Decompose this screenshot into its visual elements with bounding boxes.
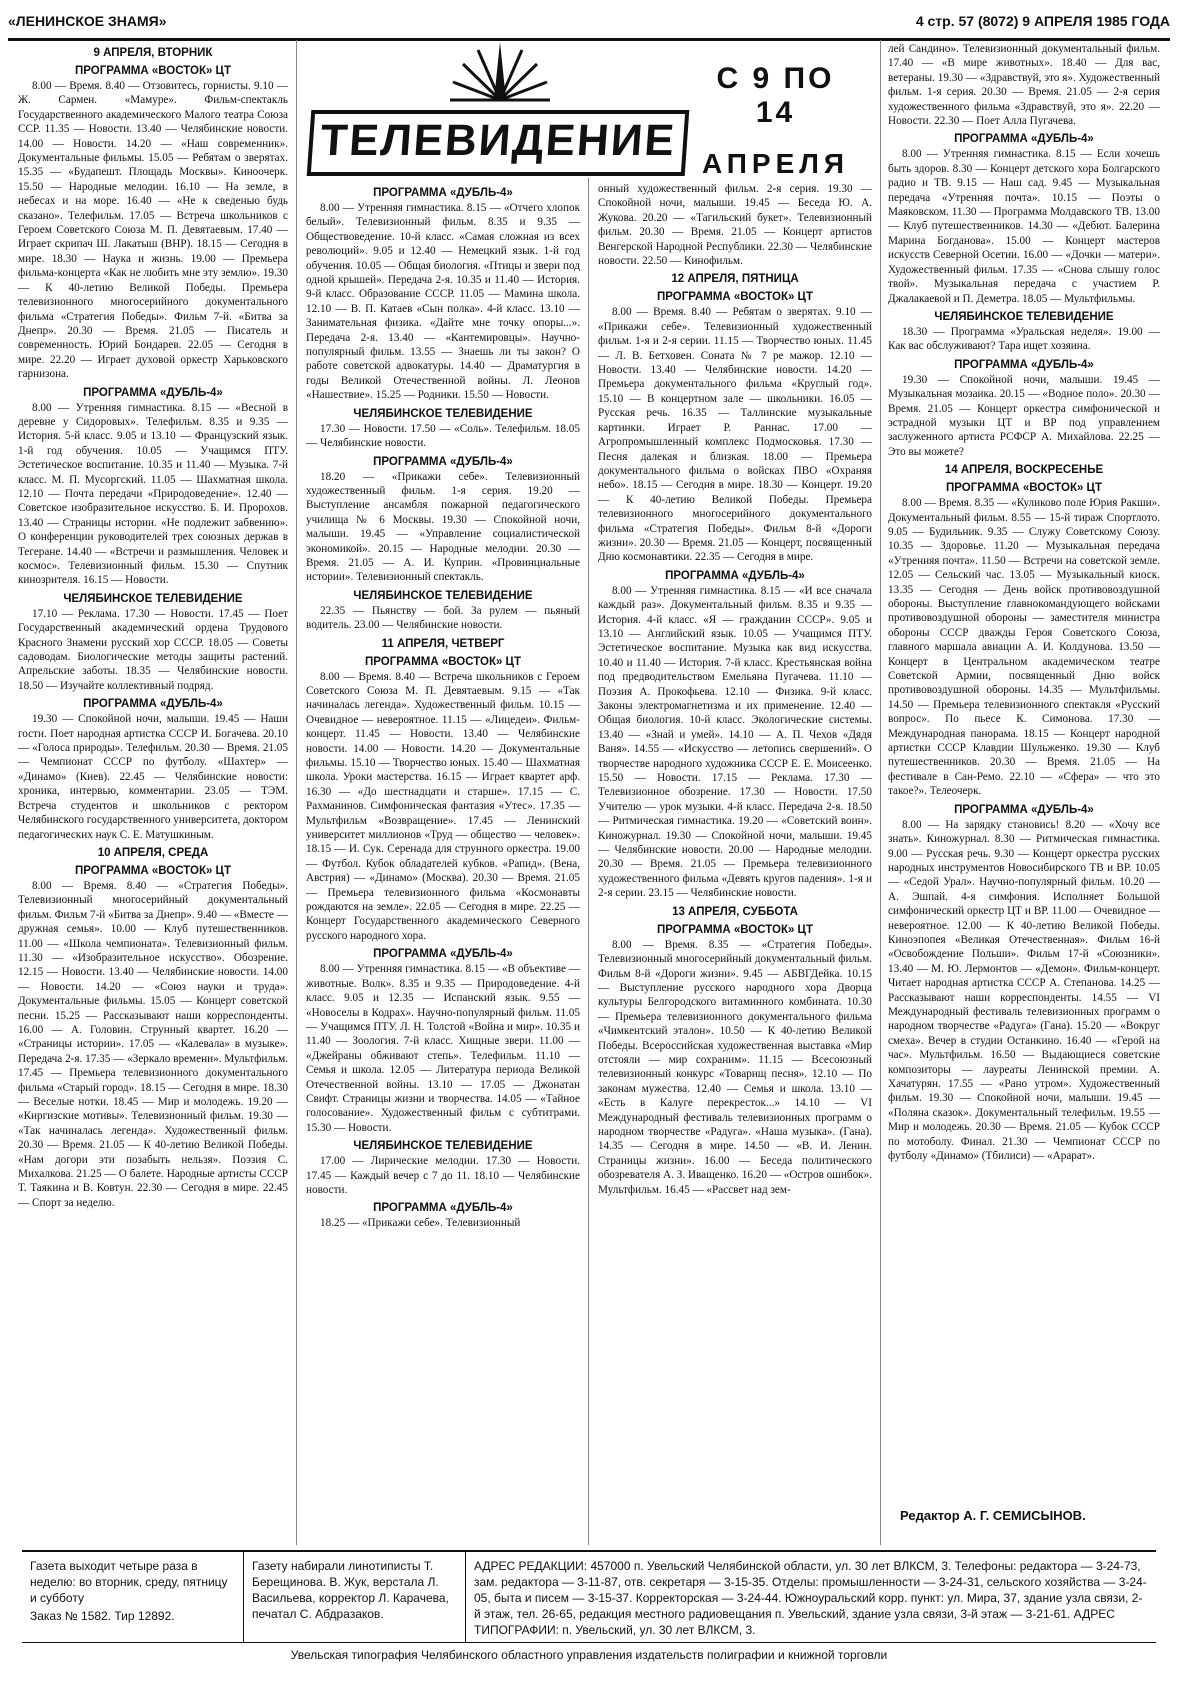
program-listing: 18.25 — «Прикажи себе». Телевизионный [320,1217,521,1230]
program-listing: 8.00 — Время. 8.35 — «Куликово поле Юрия Ракши». Документальный фильм. 8.55 — 15-й тираж Спортлото. 9.05 — Будильник. 9.35 — Служу Советскому Союзу. 10.35 — Здоровье. 11.20 — Музыкальная передача «Утренняя почта». 11.50 — Встречи на советской земле. 12.05 — Сельский час. 13.05 — Музыкальный киоск. 13.35 — Сегодня — День войск противовоздушной обороны. Выступление главнокомандующего войсками противовоздушной обороны — заместителя министра обороны СССР дважды Героя Советского Союза, главного маршала авиации А. И. Колдунова. 13.50 — Концерт в Центральном академическом театре Советской Армии, посвященный Дню войск противовоздушной обороны. 14.35 — Мультфильмы. 14.50 — Премьера телевизионного спектакля «Русский вопрос». По пьесе К. Симонова. 17.30 — Международная панорама. 18.15 — Концерт народной артистки СССР Клавдии Шульженко. 19.30 — Клуб путешественников. 20.30 — Время. 21.05 — На фестивале в Сан-Ремо. 22.10 — «Сфера» — что это такое?». Телеочерк. [888,497,1160,798]
order-number: Заказ № 1582. Тир 12892. [30,1609,175,1623]
newspaper-name: «ЛЕНИНСКОЕ ЗНАМЯ» [8,13,167,29]
column-divider [296,40,297,1545]
publication-schedule [22,1552,244,1642]
program-heading: ПРОГРАММА «ДУБЛЬ-4» [83,698,223,711]
column-3 [598,182,872,1197]
program-listing: 8.00 — Утренняя гимнастика. 8.15 — Если хочешь быть здоров. 8.30 — Концерт детского хора Болгарского радио и ТВ. 9.15 — Наш сад. 9.45 — Музыкальная передача «Утренняя почта». 10.15 — Поэты о Маяковском. 11.30 — Программа Молдавского ТВ. 13.00 — Клуб путешественников. 14.30 — «Дебют. Балерина Марина Богданова». 15.00 — Концерт мастеров искусств Северной Осетии. 16.00 — «Дочки — матери». Художественный фильм. 17.35 — «Снова слышу голос твой». Музыкальная передача с участием Р. Джалакаевой и П. Деметра. 18.05 — Мультфильмы. [888,148,1160,305]
program-heading: ПРОГРАММА «ВОСТОК» ЦТ [75,864,231,877]
program-heading: ЧЕЛЯБИНСКОЕ ТЕЛЕВИДЕНИЕ [353,407,533,420]
typesetters-credits: Газету набирали линотиписты Т. Берещинова. В. Жук, верстала Л. Васильева, корректор Л. Карачева, печатал С. Абдразаков. [244,1552,466,1642]
program-heading: ПРОГРАММА «ДУБЛЬ-4» [373,187,513,199]
program-heading: ПРОГРАММА «ДУБЛЬ-4» [954,803,1094,816]
program-heading: ПРОГРАММА «ВОСТОК» ЦТ [946,482,1102,495]
program-listing: 8.00 — Время. 8.35 — «Стратегия Победы». Телевизионный многосерийный документальный фильм. Фильм 8-й «Дороги жизни». 9.45 — АБВГДейка. 10.15 — Выступление русского народного хора Дворца культуры Белгородского витаминного комбината. 10.30 — Премьера телевизионного документального фильма «Чимкентский эталон». 10.50 — К 40-летию Великой Победы. Всероссийская художественная выставка «Мир отстояли — мир сохраним». 11.15 — Всесоюзный телевизионный конкурс «Товарищ песня». 12.10 — По законам мужества. 12.40 — Семья и школа. 13.10 — «Есть в Калуге перекресток...» 14.10 — VI Международный фестиваль телевизионных программ о народном творчестве «Радуга». «Наша музыка». (Гана). 14.35 — Сегодня в мире. 14.50 — «В. И. Ленин. Страницы жизни». 16.00 — Беседа политического обозревателя А. З. Иващенко. 16.20 — «Остров ошибок». Мультфильм. 16.45 — «Рассвет над зем- [598,938,872,1196]
schedule-text: Газета выходит четыре раза в неделю: во вторник, среду, пятницу и субботу [30,1559,228,1605]
program-heading: ПРОГРАММА «ВОСТОК» ЦТ [657,291,813,304]
program-heading: ПРОГРАММА «ДУБЛЬ-4» [954,358,1094,371]
program-heading: ЧЕЛЯБИНСКОЕ ТЕЛЕВИДЕНИЕ [934,310,1114,323]
program-listing: 8.00 — Время. 8.40 — Ребятам о зверятах. 9.10 — «Прикажи себе». Телевизионный художественный фильм. 1-я и 2-я серии. 11.15 — Творчество юных. 11.45 — Л. В. Бетховен. Соната № 7 ре мажор. 12.10 — Новости. 13.40 — Челябинские новости. 14.20 — Премьера документального фильма «Круглый год». 15.10 — В концертном зале — школьники. 16.05 — Русская речь. 16.35 — Таллинские музыкальные картинки. Играет Р. Раннас. 17.00 — Агропромышленный комплекс Подмосковья. 17.30 — Песня далекая и близкая. 18.00 — Премьера документального фильма о войсках ПВО «Охраняя небо». 18.15 — Сегодня в мире. 18.30 — Концерт. 19.20 — К 40-летию Великой Победы. Премьера телевизионного многосерийного документального фильма «Стратегия Победы». Фильм 8-й «Дороги жизни». 20.30 — Время. 21.05 — Концерт, посвященный Дню космонавтики. 22.35 — Сегодня в мире. [598,306,872,564]
column-divider [880,40,881,1545]
tv-title: ТЕЛЕВИДЕНИЕ [307,110,690,176]
column-4 [888,42,1160,1163]
date-range [693,62,858,180]
day-heading: 12 АПРЕЛЯ, ПЯТНИЦА [671,273,799,286]
date-range-days: С 9 ПО 14 [716,62,835,129]
program-heading: ПРОГРАММА «ДУБЛЬ-4» [373,1202,513,1215]
program-listing: 19.30 — Спокойной ночи, малыши. 19.45 — Музыкальная мозаика. 20.15 — «Водное поло». 20.30 — Время. 21.05 — Концерт оркестра симфонической и эстрадной музыки ЦТ и ВР под управлением заслуженного артиста РСФСР А. Михайлова. 22.25 — Это вы можете? [888,373,1160,458]
program-heading: ПРОГРАММА «ВОСТОК» ЦТ [657,923,813,936]
day-heading: 13 АПРЕЛЯ, СУББОТА [672,905,798,918]
printer-imprint: Увельская типография Челябинского областного управления издательств полиграфии и книжной торговли [290,1648,888,1662]
program-heading: ПРОГРАММА «ДУБЛЬ-4» [373,948,513,961]
program-listing: 18.30 — Программа «Уральская неделя». 19.00 — Как вас обслуживают? Тара ищет хозяина. [888,325,1160,353]
program-heading: ПРОГРАММА «ДУБЛЬ-4» [83,386,223,399]
program-heading: ПРОГРАММА «ДУБЛЬ-4» [665,569,805,582]
editorial-address: АДРЕС РЕДАКЦИИ: 457000 п. Увельский Челябинской области, ул. 30 лет ВЛКСМ, 3. Телефоны: редактора — 3-24-73, зам. редактора — 3-11-87, отв. секретаря — 3-15-35. Отделы: промышленности — 3-24-31, сельского хозяйства — 3-24-05, быта и писем — 3-15-37. Корректорская — 3-24-44. Южноуральский корр. пункт: ул. Мира, 37, здание узла связи, 2-й этаж, тел. 26-65, редакция местного радиовещания п. Увельский, здание узла связи, 3-й этаж — 3-21-61. АДРЕС ТИПОГРАФИИ: п. Увельский, ул. 30 лет ВЛКСМ, 3. [474,1559,1147,1637]
program-listing: 18.20 — «Прикажи себе». Телевизионный художественный фильм. 1-я серия. 19.20 — Выступление ансамбля пожарной педагогического училища № 6 Москвы. 19.30 — Спокойной ночи, малыши. 19.45 — «Управление социалистической экономикой». 20.15 — Народные мелодии. 20.30 — Время. 21.05 — А. И. Куприн. «Провинциальные истории». Телевизионный спектакль. [306,470,580,584]
program-heading: ЧЕЛЯБИНСКОЕ ТЕЛЕВИДЕНИЕ [353,589,533,602]
program-listing: онный художественный фильм. 2-я серия. 19.30 — Спокойной ночи, малыши. 19.45 — Беседа Ю. А. Жукова. 20.20 — «Тагильский букет». Телевизионный фильм. 20.30 — Время. 21.05 — Концерт артистов Венгерской Народной Республики. 22.30 — Челябинские новости. 22.50 — Кинофильм. [598,183,872,268]
tv-masthead [305,40,860,179]
program-listing: 19.30 — Спокойной ночи, малыши. 19.45 — Наши гости. Поет народная артистка СССР И. Богачева. 20.10 — «Голоса природы». Телефильм. 20.30 — Время. 21.05 — Чемпионат СССР по футболу. «Шахтер» — «Динамо» (Киев). 22.45 — Челябинские новости: хроника, интервью, комментарии. 23.05 — ТЭМ. Встреча студентов и школьников с ректором Челябинского государственного университета, доктором педагогических наук С. Е. Матушкиным. [18,713,288,841]
day-heading: 11 АПРЕЛЯ, ЧЕТВЕРГ [381,637,505,650]
program-listing: 8.00 — Время. 8.40 — Отзовитесь, горнисты. 9.10 — Ж. Сармен. «Мамуре». Фильм-спектакль Государственного академического Малого театра Союза ССР. 11.35 — Новости. 13.40 — Челябинские новости. 14.00 — Новости. 14.20 — «Наш современник». Документальные фильмы. 15.05 — Ребятам о зверятах. 15.35 — «Будапешт. Площадь Москвы». Киноочерк. 15.50 — Народные мелодии. 16.10 — На земле, в небесах и на море. 16.40 — «Не к сведенью будь сказано». Телефильм. 17.05 — Встреча школьников с Героем Советского Союза М. П. Девятаевым. 17.40 — Играет скрипач Ш. Лакатыш (ВНР). 18.15 — Сегодня в мире. 18.30 — Наука и жизнь. 19.00 — Премьера фильма-концерта «Как не любить мне эту землю». 19.30 — К 40-летию Великой Победы. Премьера телевизионного многосерийного документального фильма «Стратегия Победы». Фильм 7-й. «Битва за Днепр». 20.30 — Время. 21.05 — Писатель и современность. Юрий Бондарев. 22.05 — Сегодня в мире. 22.20 — Играет духовой оркестр Харьковского гарнизона. [18,80,288,381]
issue-info: 4 стр. 57 (8072) 9 АПРЕЛЯ 1985 ГОДА [915,13,1170,29]
imprint-footer [22,1550,1156,1643]
program-listing: 8.00 — Утренняя гимнастика. 8.15 — «Весной в деревне у Сидоровых». Телефильм. 8.35 и 9.35 — История. 5-й класс. 9.05 и 13.10 — Французский язык. 1-й год обучения. 10.05 — Учащимся ПТУ. Эстетическое воспитание. 10.35 и 11.40 — Музыка. 7-й класс. М. П. Мусоргский. 11.05 — Шахматная школа. 12.10 — Почта передачи «Природоведение». 12.40 — Советское изобразительное искусство. Б. И. Пророхов. 13.40 — Страницы истории. «Не подлежит забвению». О конференции руководителей трех союзных держав в Тегеране. 14.40 — «Встречи и размышления. Человек и космос». Телевизионный фильм. 15.30 — Спутник кинозрителя. 16.15 — Новости. [18,401,288,587]
tower-sunburst-icon [445,40,555,106]
program-listing: 8.00 — Утренняя гимнастика. 8.15 — «В объективе — животные. Волк». 8.35 и 9.35 — Природоведение. 4-й класс. 9.05 и 12.35 — Испанский язык. 9.55 — «Новоселы в Кодрах». Научно-популярный фильм. 11.05 — Учащимся ПТУ. Л. Н. Толстой «Война и мир». 10.35 и 11.40 — Зоология. 7-й класс. Хищные звери. 11.00 — «Джейраны обживают степь». Телефильм. 11.10 — Семья и школа. 12.05 — Литература периода Великой Отечественной войны. 13.10 — 17.05 — Джонатан Свифт. Страницы жизни и творчества. 14.05 — «Тайное голосование». Художественный фильм с субтитрами. 15.30 — Новости. [306,963,580,1134]
editor-signature: Редактор А. Г. СЕМИСЫНОВ. [900,1508,1086,1523]
program-heading: ПРОГРАММА «ВОСТОК» ЦТ [365,655,521,668]
day-heading: 10 АПРЕЛЯ, СРЕДА [97,846,209,859]
program-heading: ЧЕЛЯБИНСКОЕ ТЕЛЕВИДЕНИЕ [353,1140,533,1153]
day-heading: 14 АПРЕЛЯ, ВОСКРЕСЕНЬЕ [944,464,1104,477]
column-2 [306,182,580,1231]
program-listing: 8.00 — На зарядку становись! 8.20 — «Хочу все знать». Киножурнал. 8.30 — Ритмическая гимнастика. 9.00 — Русская речь. 9.30 — Концерт оркестра русских народных инструментов Новосибирского ТВ и ВР. 10.05 — «Седой Урал». Научно-популярный фильм. 10.20 — А. Эшпай. 4-я симфония. Исполняет Большой симфонический оркестр ЦТ и ВР. 11.00 — Очевидное — невероятное. 12.00 — К 40-летию Великой Победы. Киноэпопея «Великая Отечественная». Фильм 16-й «Освобождение Польши». Фильм 17-й «Союзники». 13.40 — М. Ю. Лермонтов — «Демон». Фильм-концерт. Читает народная артистка СССР А. Степанова. 14.25 — Рассказывают наши корреспонденты. 14.55 — VI Международный фестиваль телевизионных программ о народном творчестве «Радуга» (Гана). 15.20 — «Вокруг смеха». Вечер в студии Останкино. 16.40 — «Герой на час». Мультфильм. 16.50 — Выдающиеся советские композиторы — лауреаты Ленинской премии. А. Хачатурян. 17.55 — «Рано утром». Художественный фильм. 19.30 — Спокойной ночи, малыши. 19.45 — «Поляна сказок». Документальный телефильм. 19.55 — Мир и молодежь. 20.30 — Время. 21.05 — Кубок СССР по мотоболу. Финал. 21.30 — Чемпионат СССР по футболу «Динамо» (Тбилиси) — «Арарат». [888,818,1160,1163]
program-listing: 22.35 — Пьянству — бой. За рулем — пьяный водитель. 23.00 — Челябинские новости. [306,604,580,632]
day-heading: 9 АПРЕЛЯ, ВТОРНИК [93,47,213,59]
program-heading: ЧЕЛЯБИНСКОЕ ТЕЛЕВИДЕНИЕ [63,592,243,605]
newspaper-header [8,4,1170,41]
date-range-month: АПРЕЛЯ [701,148,850,179]
column-1 [18,42,288,1210]
program-heading: ПРОГРАММА «ДУБЛЬ-4» [373,455,513,468]
program-listing: 8.00 — Время. 8.40 — «Стратегия Победы». Телевизионный многосерийный документальный фильм. Фильм 7-й «Битва за Днепр». 9.40 — «Вместе — дружная семья». 10.00 — Клуб путешественников. 11.00 — «Школа чемпионата». Телевизионный фильм. 11.30 — «Изобразительное искусство». Обозрение. 12.15 — Новости. 13.40 — Челябинские новости. 14.00 — Новости. 14.20 — «Союз науки и труда». Документальные фильмы. 15.05 — Концерт советской песни. 15.25 — Рассказывают наши корреспонденты. 16.00 — А. Головин. Струнный квартет. 16.20 — «Страницы истории». 17.05 — «Калевала» в музыке». Передача 2-я. 17.35 — «Зеркало времени». Мультфильм. 17.45 — Премьера телевизионного документального фильма «Старый город». 18.15 — Сегодня в мире. 18.30 — Веселые нотки. 18.45 — Мир и молодежь. 19.20 — «Киргизские мотивы». Телевизионный фильм. 19.30 — «Так начиналась легенда». Художественный фильм. 20.30 — Время. 21.05 — К 40-летию Великой Победы. «Нам догори эти позабыть нельзя». Поэзия С. Михалкова. 21.25 — О балете. Народные артисты СССР Т. Таякина и В. Ковтун. 22.30 — Сегодня в мире. 22.45 — Спорт за неделю. [18,879,288,1209]
program-heading: ПРОГРАММА «ДУБЛЬ-4» [954,133,1094,146]
program-listing: 17.30 — Новости. 17.50 — «Соль». Телефильм. 18.05 — Челябинские новости. [306,422,580,450]
program-listing: 8.00 — Время. 8.40 — Встреча школьников с Героем Советского Союза М. П. Девятаевым. 9.15 — «Так начиналась легенда». Художественный фильм. 10.15 — Очевидное — невероятное. 11.15 — «Лицедеи». Фильм-концерт. 11.45 — Новости. 13.40 — Челябинские новости. 14.00 — Новости. 14.20 — Документальные фильмы. 15.10 — Творчество юных. 15.40 — Шахматная школа. Уроки мастерства. 16.15 — Играет квартет арф. 16.30 — «До шестнадцати и старше». 17.15 — С. Рахманинов. Симфоническая фантазия «Утес». 17.35 — Мультфильм «Возвращение». 17.45 — Ленинский университет миллионов «Труд — общество — человек». 18.15 — И. Сук. Серенада для струнного оркестра. 19.00 — Футбол. Кубок обладателей кубков. «Рапид». (Вена, Австрия) — «Динамо» (Москва). 20.30 — Время. 21.05 — Премьера телевизионного фильма «Космонавты рождаются на земле». 22.05 — Сегодня в мире. 22.25 — Концерт Государственного академического Северного русского народного хора. [306,670,580,942]
program-listing: 17.00 — Лирические мелодии. 17.30 — Новости. 17.45 — Каждый вечер с 7 до 11. 18.10 — Челябинские новости. [306,1155,580,1196]
program-listing: 8.00 — Утренняя гимнастика. 8.15 — «И все сначала каждый раз». Документальный фильм. 8.35 и 9.35 — История. 4-й класс. «Я — гражданин СССР». 9.05 и 13.10 — Английский язык. 10.05 — Учащимся ПТУ. Эстетическое воспитание. Музыка как вид искусства. 10.40 и 11.40 — История. 7-й класс. Крестьянская война под предводительством Емельяна Пугачева. 11.10 — Поэзия А. Прокофьева. 12.10 — Физика. 9-й класс. Законы электромагнетизма и их применение. 12.40 — Общая биология. 10-й класс. Экологические системы. 13.40 — «Знай и умей». 14.10 — А. П. Чехов «Дядя Ваня». 14.55 — «Искусство — летопись свершений». О творчестве народного художника СССР Е. Е. Моисеенко. 15.50 — Новости. 17.15 — Реклама. 17.30 — Телевизионное обозрение. 17.30 — Новости. 17.50 Учителю — урок музыки. 4-й класс. Передача 2-я. 18.50 — Ритмическая гимнастика. 19.20 — «Советский воин». Киножурнал. 19.30 — Спокойной ночи, малыши. 19.45 — Челябинские новости. 20.00 — Народные мелодии. 20.30 — Время. 21.05 — Премьера телевизионного художественного фильма «Девять кругов падения». 1-я и 2-я серии. 23.15 — Челябинские новости. [598,584,872,900]
program-listing: 8.00 — Утренняя гимнастика. 8.15 — «Отчего хлопок белый». Телевизионный фильм. 8.35 и 9.35 — Обществоведение. 10-й класс. «Самая сложная из всех революций». 9.05 и 12.40 — Немецкий язык. 1-й год обучения. 10.05 — Общая биология. «Птицы и звери под одной крышей». Передача 2-я. 10.35 и 11.40 — История. 9-й класс. Образование СССР. 11.05 — Мамина школа. 12.10 — В. П. Катаев «Сын полка». 4-й класс. 13.10 — Занимательная физика. «Дайте мне точку опоры...». Передача 2-я. 13.40 — «Кантемировцы». Научно-популярный фильм. 13.55 — Знаешь ли ты закон? О работе советской адвокатуры. 14.40 — Драматургия в годы Великой Отечественной войны. Л. Леонов «Нашествие». 15.25 — Родники. 15.50 — Новости. [306,202,580,402]
program-listing: лей Сандино». Телевизионный документальный фильм. 17.40 — «В мире животных». 18.40 — Для вас, ветераны. 19.30 — «Здравствуй, это я». Художественный фильм. 1-я серия. 20.30 — Время. 21.05 — 2-я серия художественного фильма «Здравствуй, это я». 22.20 — Новости. 22.30 — Поет Алла Пугачева. [888,43,1160,128]
program-heading: ПРОГРАММА «ВОСТОК» ЦТ [75,65,231,77]
column-divider [588,178,589,1545]
program-listing: 17.10 — Реклама. 17.30 — Новости. 17.45 — Поет Государственный академический ордена Трудового Красного Знамени русский хор СССР. 18.05 — Советы садоводам. Биологические методы защиты растений. Апрельские заботы. 18.35 — Челябинские новости. 18.50 — Изучайте коллективный подряд. [18,607,288,692]
